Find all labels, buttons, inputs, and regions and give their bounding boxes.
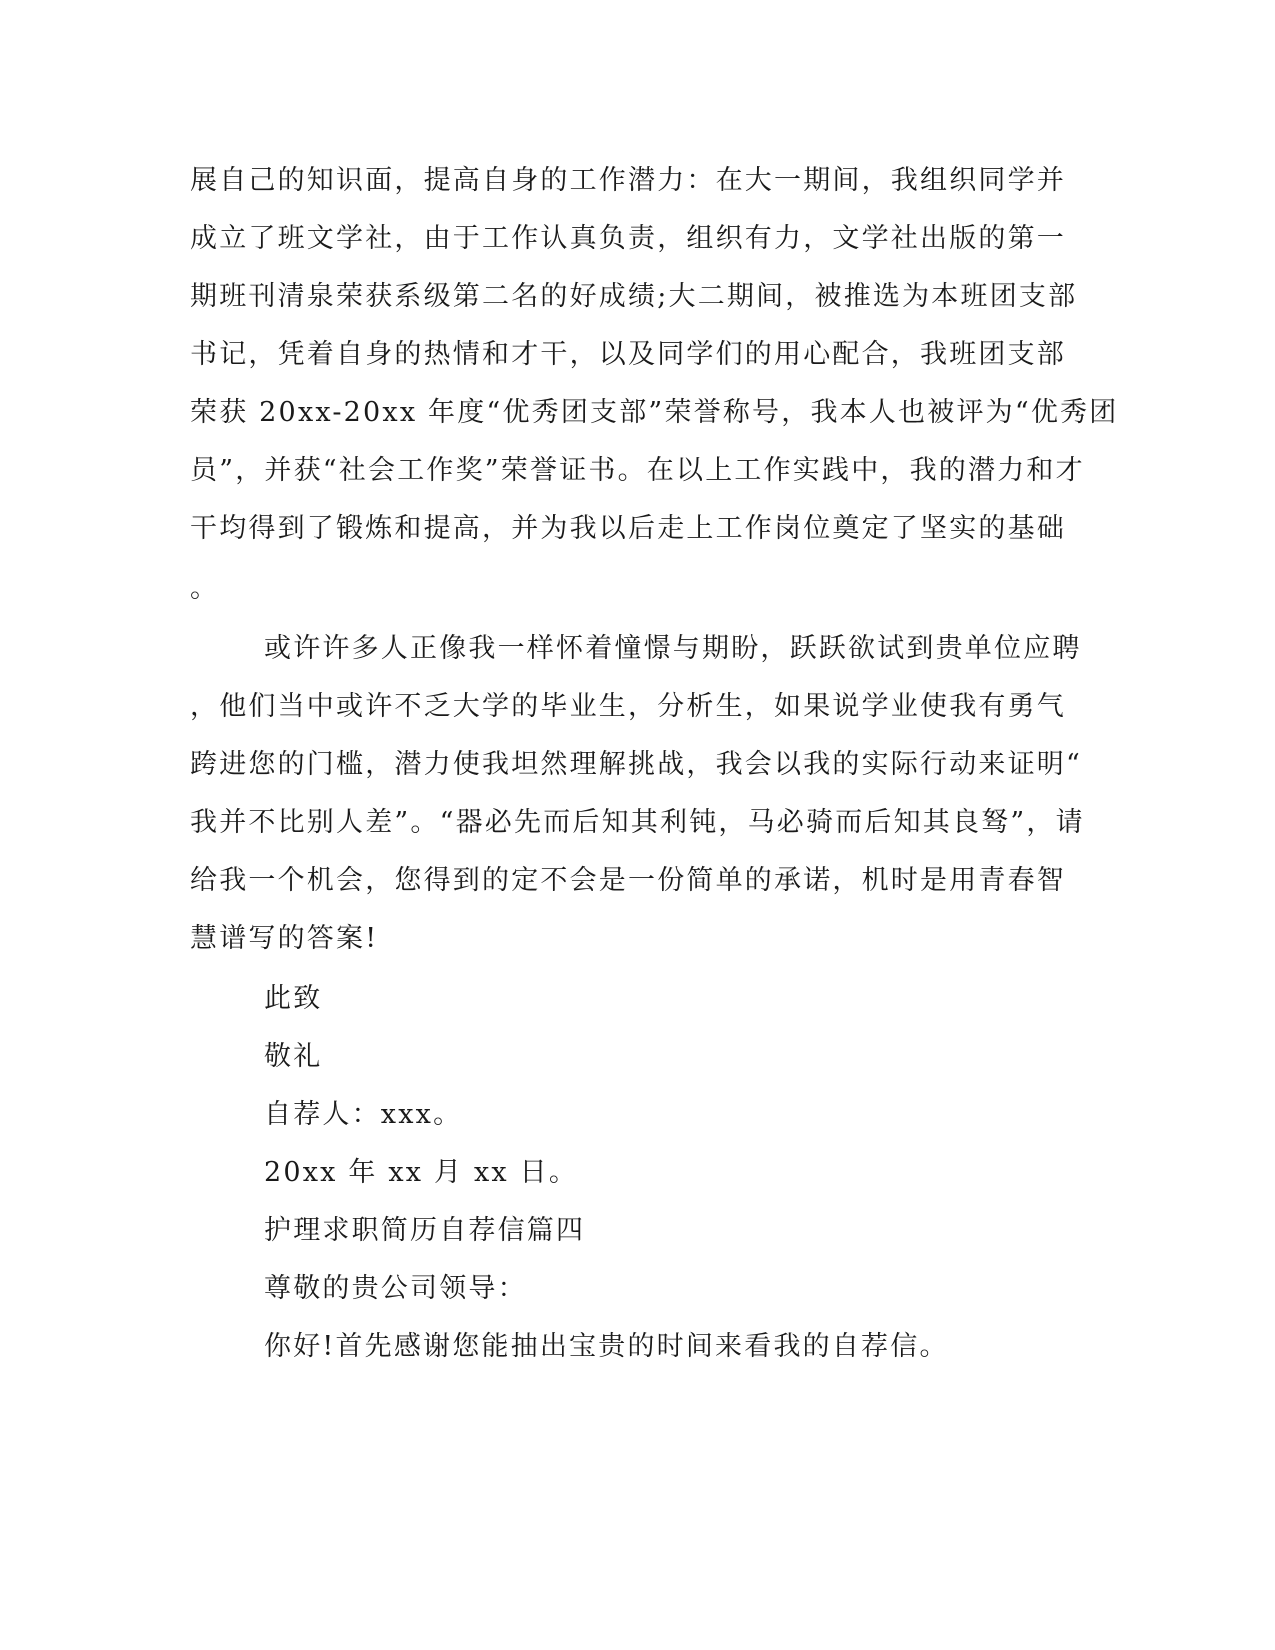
text-line: ，他们当中或许不乏大学的毕业生，分析生，如果说学业使我有勇气: [190, 691, 1066, 722]
date-text: 20xx 年 xx 月 xx 日。: [264, 1157, 579, 1188]
closing-text: 此致: [264, 983, 323, 1014]
text-line: 慧谱写的答案!: [190, 923, 379, 954]
text-line: 期班刊清泉荣获系级第二名的好成绩;大二期间，被推选为本班团支部: [190, 281, 1078, 312]
opening-line: 你好!首先感谢您能抽出宝贵的时间来看我的自荐信。: [264, 1331, 949, 1362]
text-line: 给我一个机会，您得到的定不会是一份简单的承诺，机时是用青春智: [190, 865, 1066, 896]
text-line: 跨进您的门槛，潜力使我坦然理解挑战，我会以我的实际行动来证明“: [190, 749, 1083, 780]
text-line: 或许许多人正像我一样怀着憧憬与期盼，跃跃欲试到贵单位应聘: [264, 633, 1082, 664]
text-line: 我并不比别人差”。“器必先而后知其利钝，马必骑而后知其良驽”，请: [190, 807, 1085, 838]
salute-text: 敬礼: [264, 1041, 323, 1072]
text-line: 员”，并获“社会工作奖”荣誉证书。在以上工作实践中，我的潜力和才: [190, 455, 1085, 486]
greeting-text: 尊敬的贵公司领导：: [264, 1273, 527, 1304]
text-line: 荣获 20xx-20xx 年度“优秀团支部”荣誉称号，我本人也被评为“优秀团: [190, 397, 1119, 428]
signer-text: 自荐人：xxx。: [264, 1099, 463, 1130]
text-line: 干均得到了锻炼和提高，并为我以后走上工作岗位奠定了坚实的基础: [190, 513, 1066, 544]
text-line: 展自己的知识面，提高自身的工作潜力：在大一期间，我组织同学并: [190, 165, 1066, 196]
text-line: 书记，凭着自身的热情和才干，以及同学们的用心配合，我班团支部: [190, 339, 1066, 370]
text-line: 成立了班文学社，由于工作认真负责，组织有力，文学社出版的第一: [190, 223, 1066, 254]
section-heading: 护理求职简历自荐信篇四: [264, 1215, 586, 1246]
text-line: 。: [190, 573, 220, 604]
